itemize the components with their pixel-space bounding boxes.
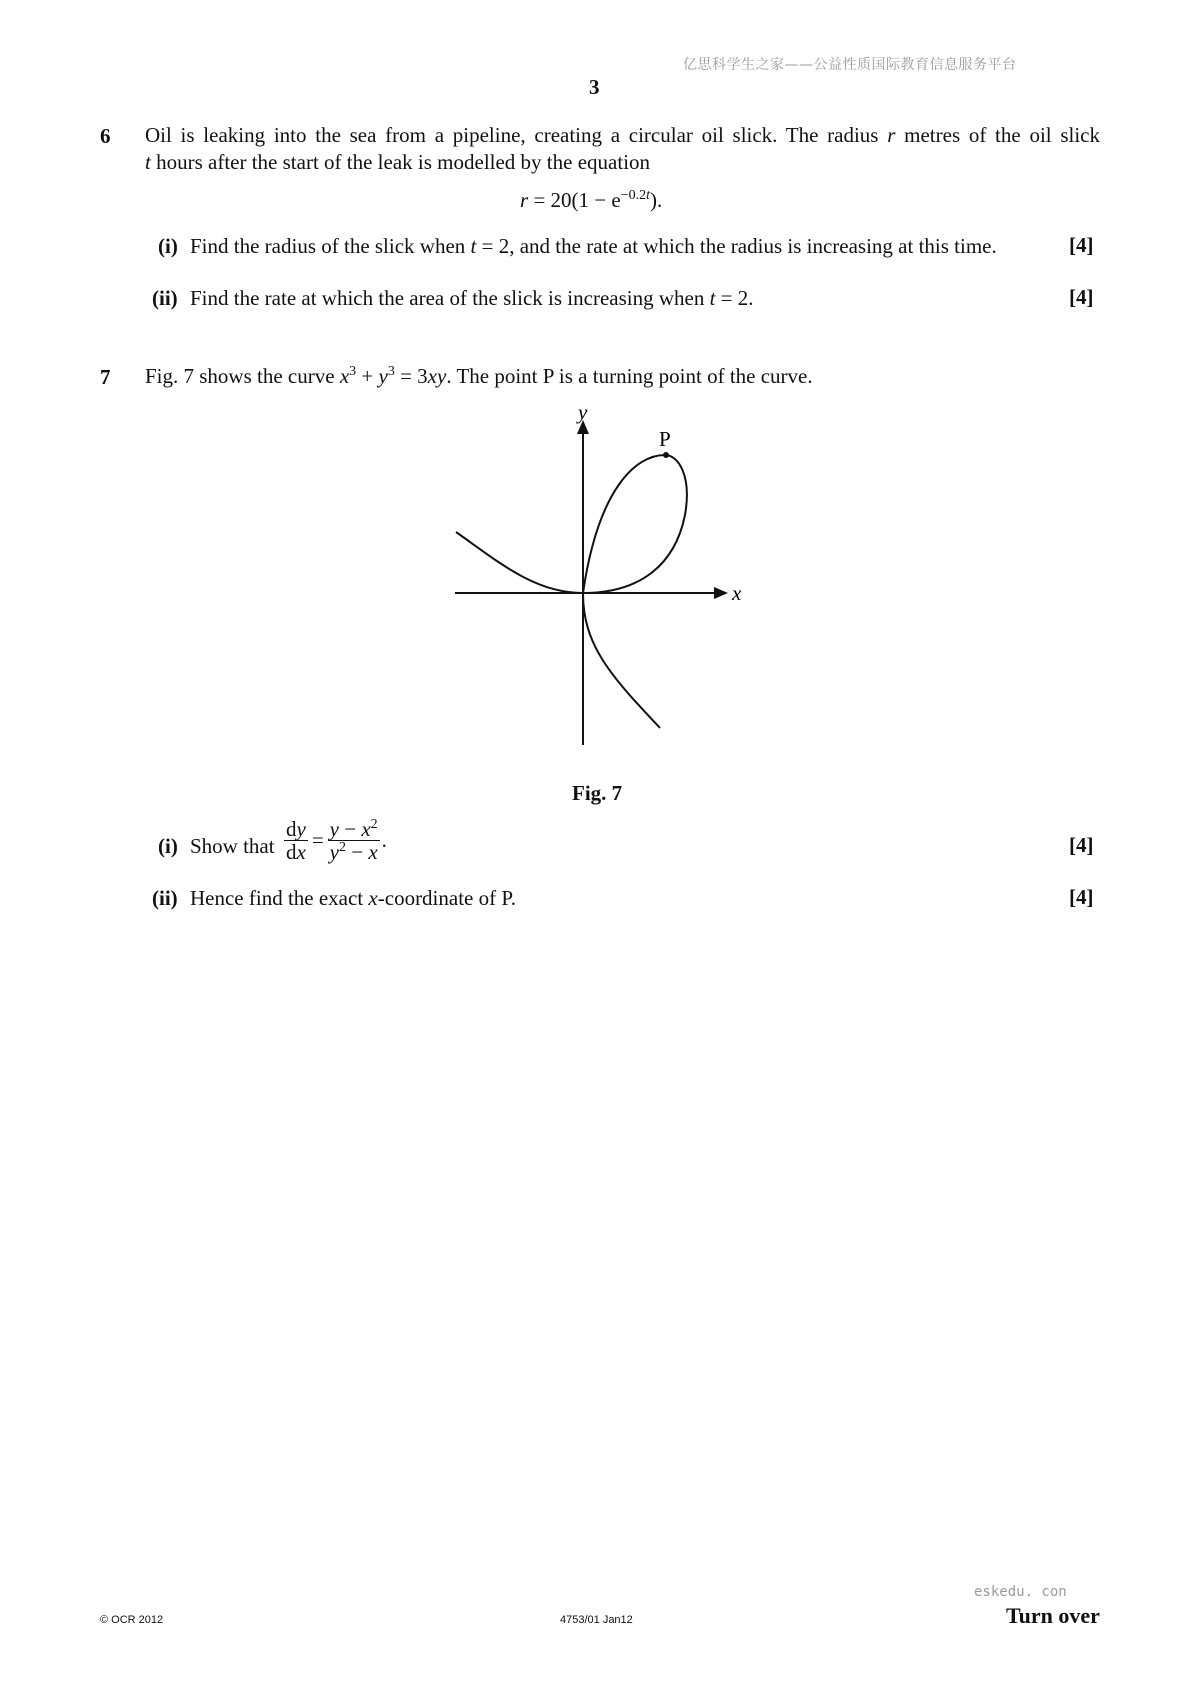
figure-7-caption: Fig. 7	[572, 781, 623, 805]
footer-watermark: eskedu. con	[974, 1584, 1067, 1600]
dy-dx-fraction: $\frac{dy}{dx}$	[286, 817, 306, 864]
point-p	[663, 452, 669, 458]
question-6-part-i-marks: [4]	[1069, 233, 1094, 257]
question-7-part-ii-text: Hence find the exact x-coordinate of P.	[190, 886, 516, 910]
page-number: 3	[589, 75, 600, 99]
question-7-part-ii-label: (ii)	[152, 886, 178, 910]
question-6-number: 6	[100, 124, 111, 148]
question-6-line1: Oil is leaking into the sea from a pipeline, creating a circular oil slick. The radius r metres of the oil slick	[145, 123, 1101, 147]
rhs-fraction: $\frac{y - x^2}{y^2 - x}$	[329, 817, 378, 864]
question-6-part-ii-label: (ii)	[152, 286, 178, 310]
question-7-intro: Fig. 7 shows the curve $x^3 + y^3 = 3xy$. The point P is a turning point of the curve.	[145, 364, 813, 388]
question-6-part-ii-text: Find the rate at which the area of the slick is increasing when t = 2.	[190, 286, 754, 310]
footer-paper-code: 4753/01 Jan12	[560, 1614, 633, 1626]
question-6-line2: t hours after the start of the leak is modelled by the equation	[145, 150, 651, 174]
curve-left-branch	[456, 532, 583, 593]
question-6-part-i-label: (i)	[158, 234, 178, 258]
question-7-part-i-formula: $\frac{dy}{dx}$ = $\frac{y - x^2}{y^2 - x}$ .	[286, 817, 387, 864]
question-7-part-ii-marks: [4]	[1069, 885, 1094, 909]
question-6-part-i-text: Find the radius of the slick when t = 2, and the rate at which the radius is increasing at this time.	[190, 234, 997, 258]
x-axis-label: x	[732, 581, 742, 605]
x-axis-arrow	[714, 587, 728, 599]
question-7-part-i-marks: [4]	[1069, 833, 1094, 857]
question-7-number: 7	[100, 365, 111, 389]
footer-copyright: © OCR 2012	[100, 1614, 164, 1626]
footer-turn-over: Turn over	[1006, 1603, 1100, 1628]
curve-lower-branch	[583, 593, 660, 728]
question-6-equation: $r = 20(1 - e^{-0.2t})$.	[520, 188, 663, 212]
y-axis-label: y	[578, 405, 588, 424]
point-p-label: P	[659, 427, 671, 451]
question-7-part-i-label: (i)	[158, 834, 178, 858]
question-7-part-i-prefix: Show that	[190, 834, 275, 858]
figure-7-graph	[440, 405, 760, 750]
curve-loop	[583, 455, 687, 593]
question-6-part-ii-marks: [4]	[1069, 285, 1094, 309]
header-watermark: 亿思科学生之家——公益性质国际教育信息服务平台	[683, 57, 1017, 73]
